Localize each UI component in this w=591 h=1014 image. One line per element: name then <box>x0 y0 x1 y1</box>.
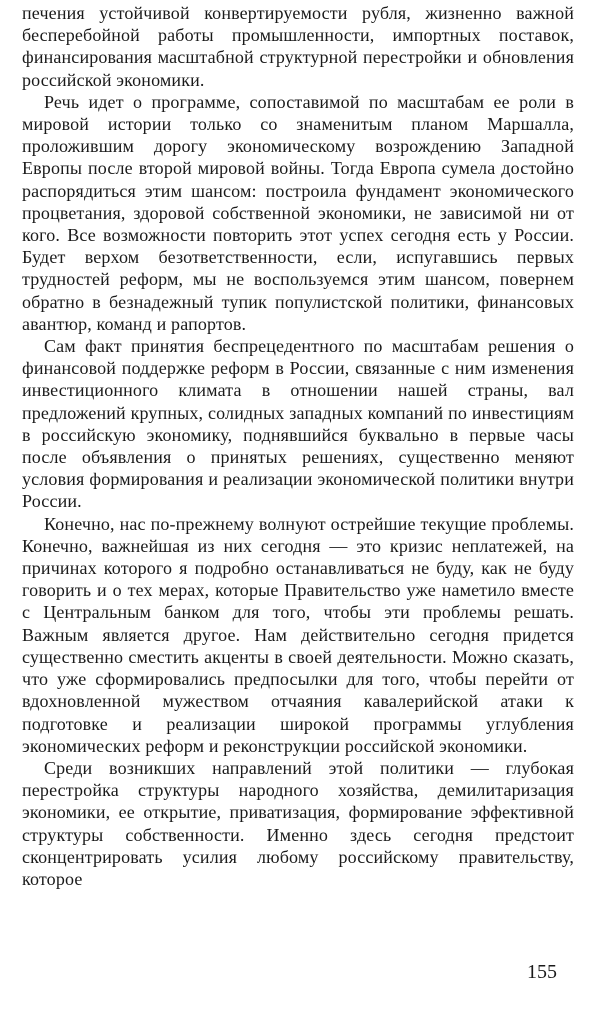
paragraph-4: Конечно, нас по-прежнему волнуют острейшие текущие проблемы. Конечно, важнейшая из них сегодня — это кризис неплатежей, на причинах которого я подробно останавливаться не буду, как не буду говорить и о тех мерах, которые Правительство уже наметило вместе с Центральным банком для того, чтобы эти проблемы решать. Важным является другое. Нам действительно сегодня придется существенно сместить акценты в своей деятельности. Можно сказать, что уже сформировались предпосылки для того, чтобы перейти от вдохновленной мужеством отчаяния кавалерийской атаки к подготовке и реализации широкой программы углубления экономических реформ и реконструкции российской экономики. <box>22 513 574 756</box>
paragraph-5: Среди возникших направлений этой политики — глубокая перестройка структуры народного хозяйства, демилитаризация экономики, ее открытие, приватизация, формирование эффективной структуры собственности. Именно здесь сегодня предстоит сконцентрировать усилия любому российскому правительству, которое <box>22 757 574 889</box>
page-text <box>22 2 574 890</box>
paragraph-2: Речь идет о программе, сопоставимой по масштабам ее роли в мировой истории только со знаменитым планом Маршалла, проложившим дорогу экономическому возрождению Западной Европы после второй мировой войны. Тогда Европа сумела достойно распорядиться этим шансом: построила фундамент экономического процветания, здоровой собственной экономики, не зависимой ни от кого. Все возможности повторить этот успех сегодня есть у России. Будет верхом безответственности, если, испугавшись первых трудностей реформ, мы не воспользуемся этим шансом, повернем обратно в безнадежный тупик популистской политики, финансовых авантюр, команд и рапортов. <box>22 91 574 334</box>
paragraph-3: Сам факт принятия беспрецедентного по масштабам решения о финансовой поддержке реформ в России, связанные с ним изменения инвестиционного климата в отношении нашей страны, вал предложений крупных, солидных западных компаний по инвестициям в российскую экономику, поднявшийся буквально в первые часы после объявления о принятых решениях, существенно меняют условия формирования и реализации экономической политики внутри России. <box>22 336 574 512</box>
paragraph-1: печения устойчивой конвертируемости рубля, жизненно важной бесперебойной работы промышленности, импортных поставок, финансирования масштабной структурной перестройки и обновления российской экономики. <box>22 3 574 90</box>
page-number: 155 <box>527 961 557 983</box>
